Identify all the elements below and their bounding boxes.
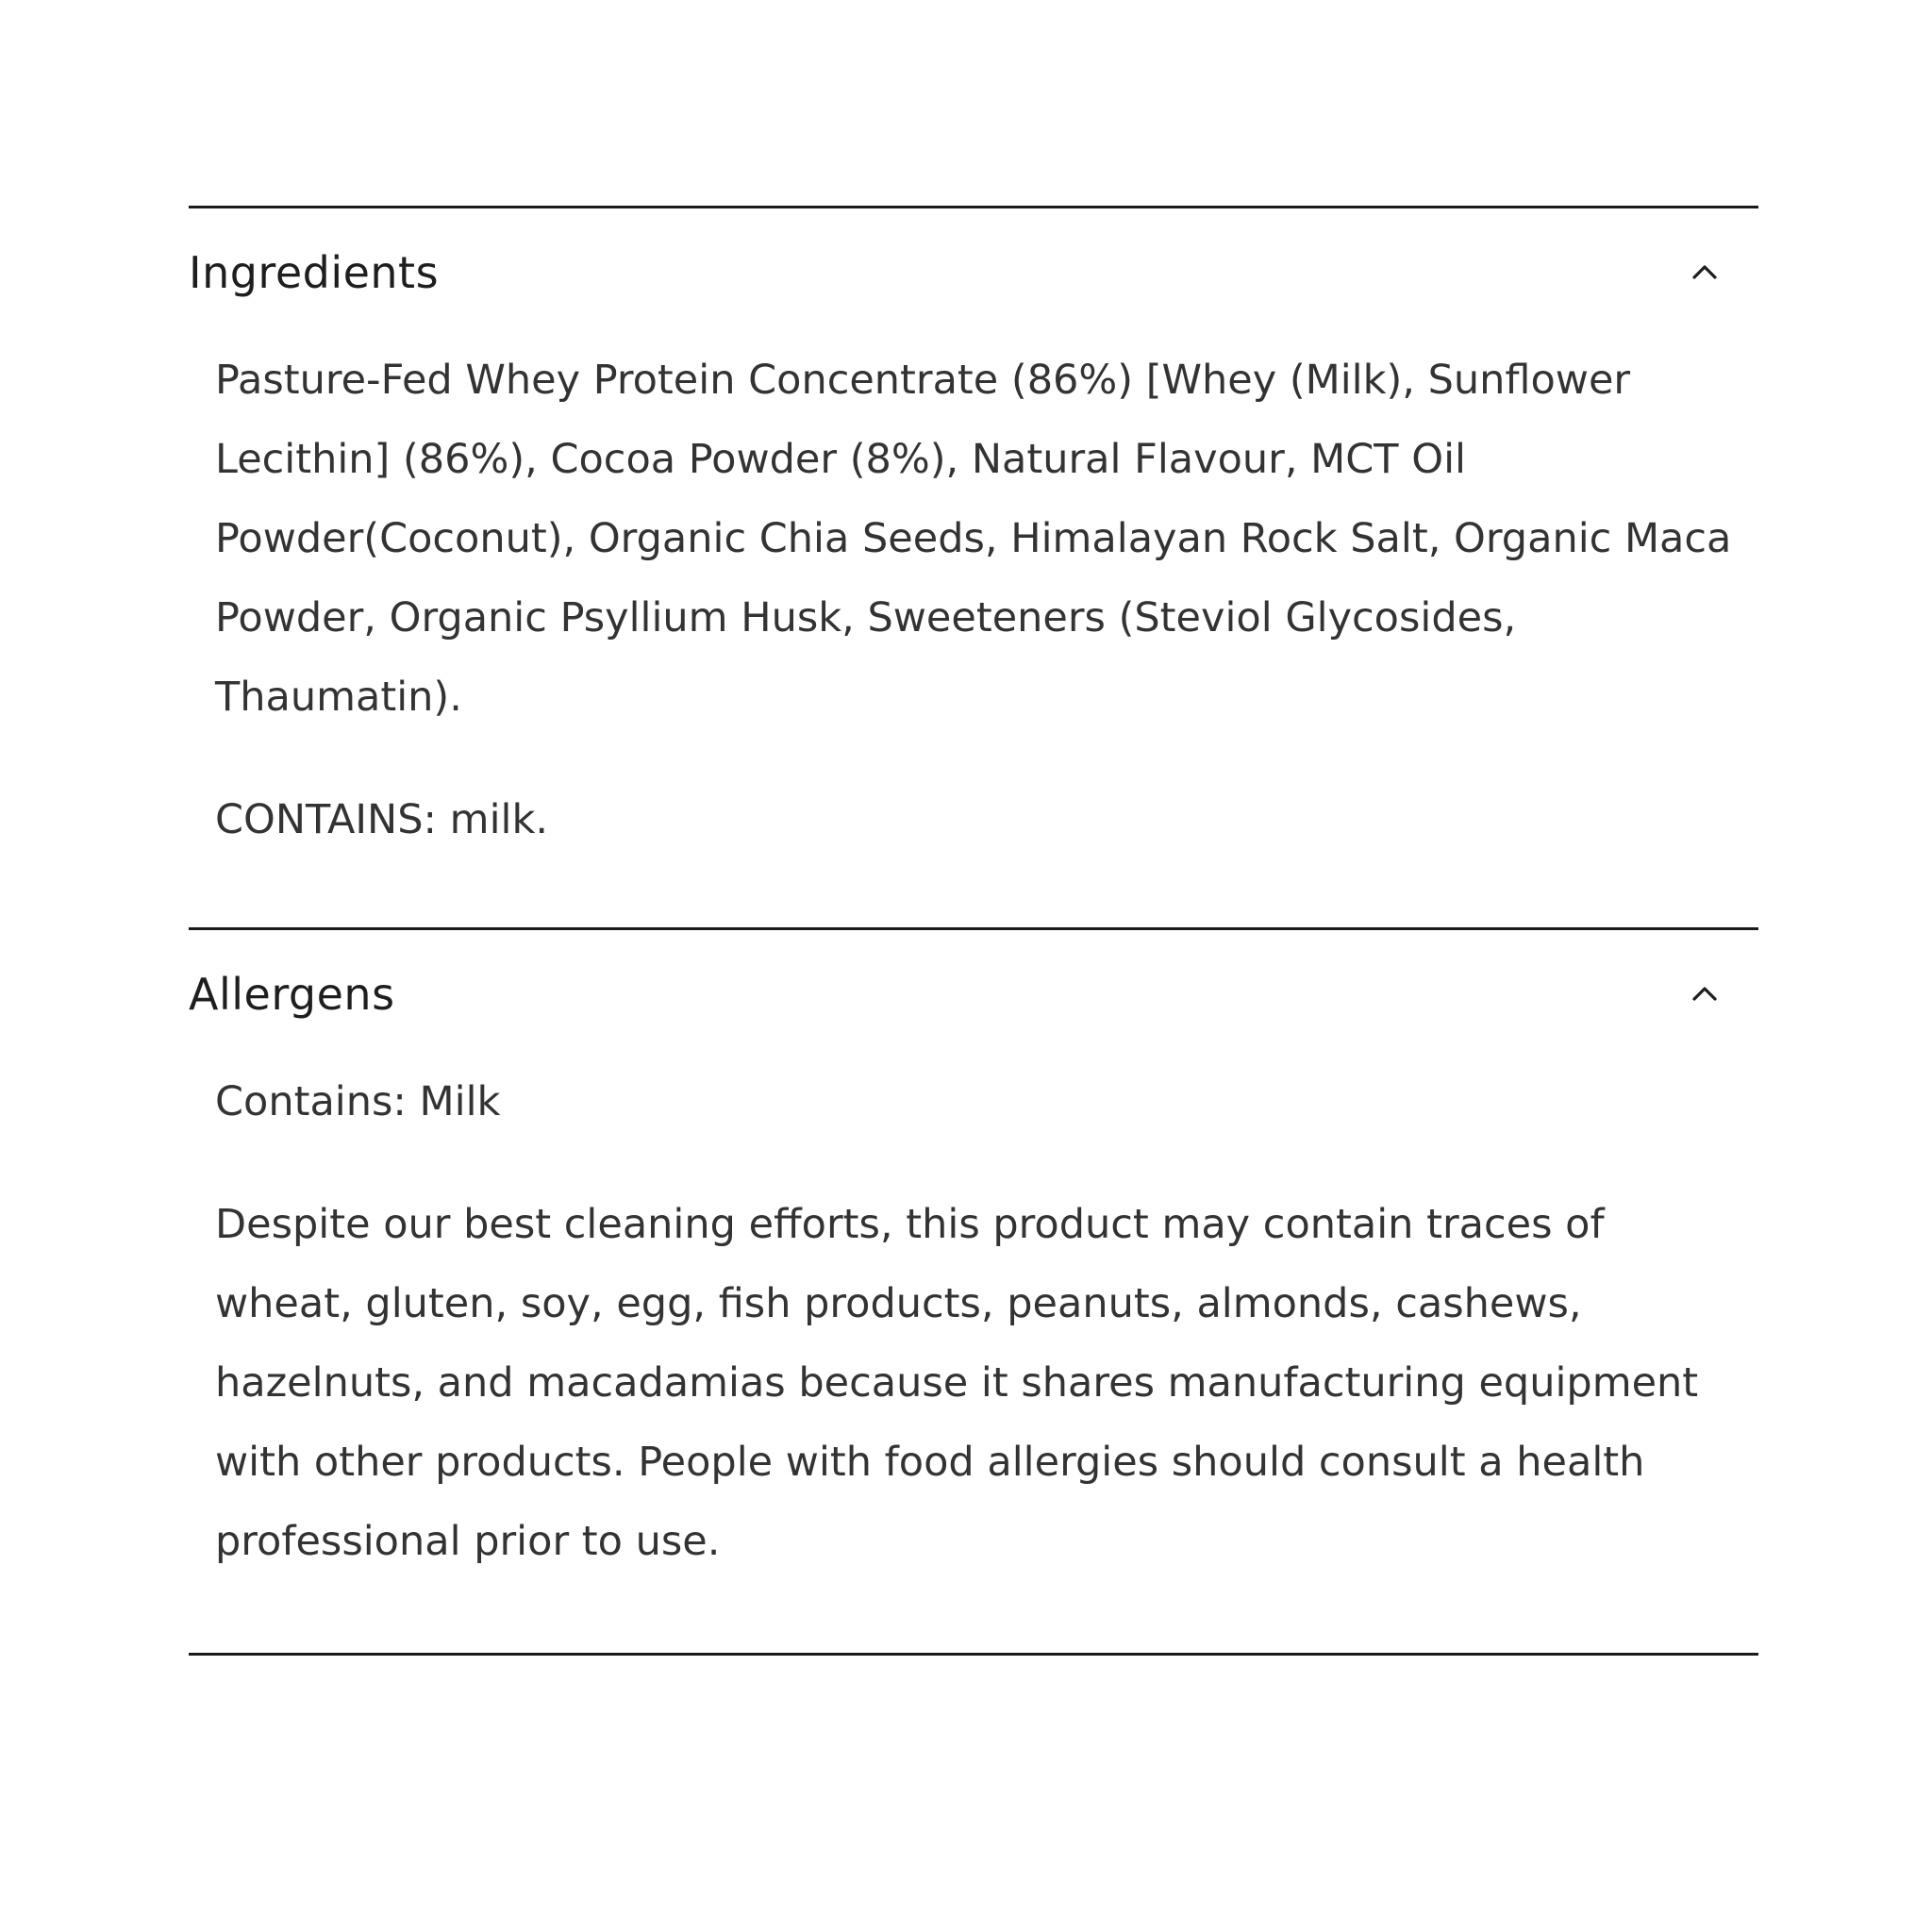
- allergens-contains: Contains: Milk: [215, 1078, 501, 1125]
- allergens-disclaimer: Despite our best cleaning efforts, this product may contain traces of wheat, gluten, soy, egg, fish products, peanuts, almonds, cashews, hazelnuts, and macadamias because it shares manufacturing equipment with other products. People with food allergies should consult a health professional prior to use.: [215, 1201, 1699, 1565]
- ingredients-content: [189, 341, 1758, 927]
- allergens-content: [189, 1062, 1758, 1653]
- ingredients-section: [189, 206, 1758, 927]
- chevron-up-icon[interactable]: [1689, 256, 1721, 288]
- product-info-accordion: [189, 206, 1758, 1656]
- allergens-title: Allergens: [189, 969, 395, 1020]
- chevron-up-icon[interactable]: [1689, 977, 1721, 1009]
- allergens-toggle[interactable]: [189, 930, 1758, 1062]
- ingredients-toggle[interactable]: [189, 208, 1758, 341]
- ingredients-title: Ingredients: [189, 247, 440, 298]
- contains-note: CONTAINS: milk.: [215, 796, 549, 843]
- allergens-section: [189, 927, 1758, 1656]
- ingredients-list: Pasture-Fed Whey Protein Concentrate (86%) [Whey (Milk), Sunflower Lecithin] (86%), Cocoa Powder (8%), Natural Flavour, MCT Oil Powder(Coconut), Organic Chia Seeds, Himalayan Rock Salt, Organic Maca Powder, Organic Psyllium Husk, Sweeteners (Steviol Glycosides, Thaumatin).: [215, 357, 1732, 721]
